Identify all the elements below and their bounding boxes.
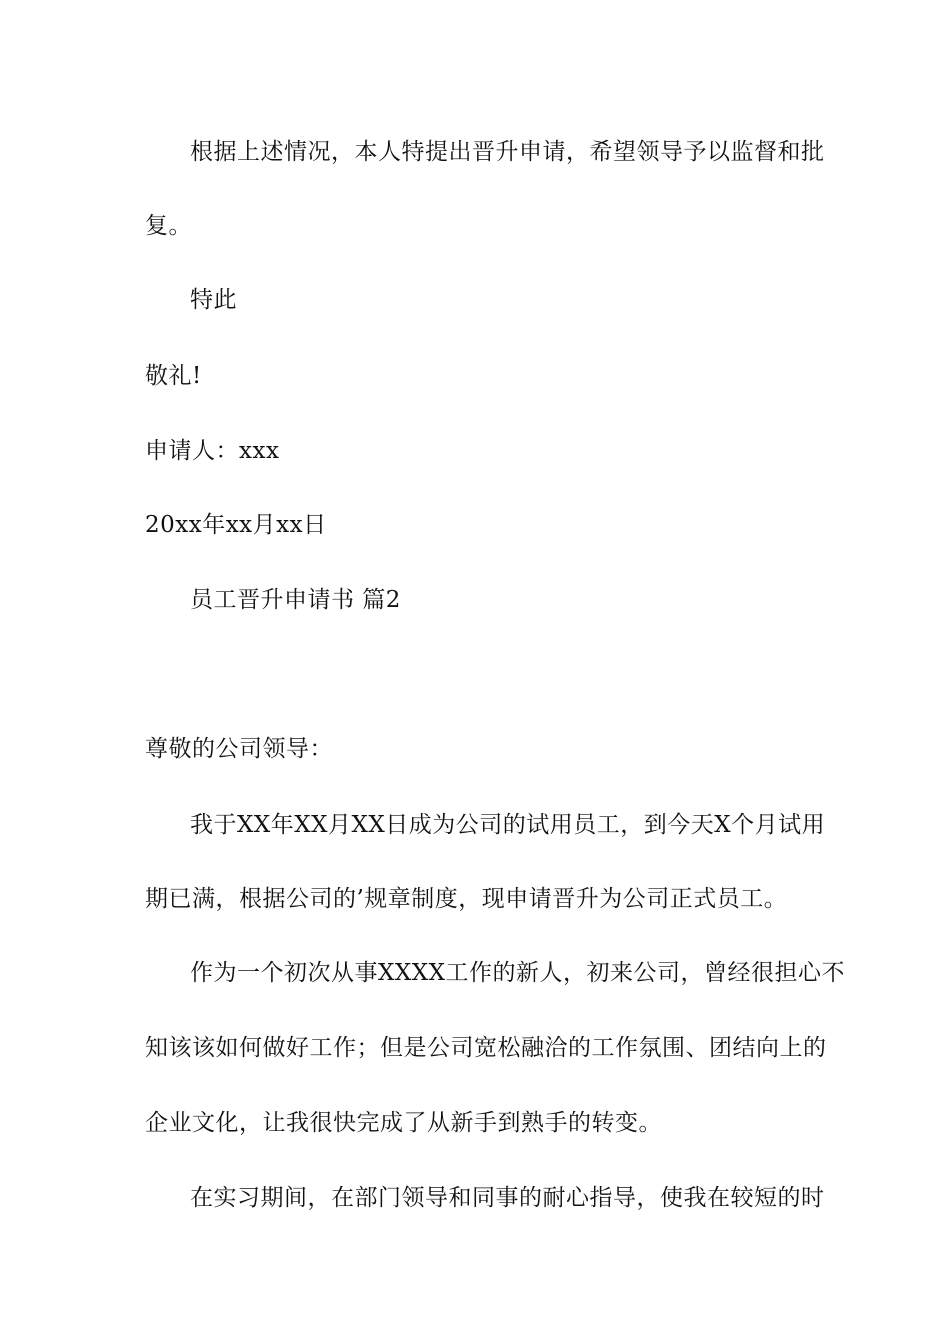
- paragraph-line: 知该该如何做好工作；但是公司宽松融洽的工作氛围、团结向上的: [145, 1035, 827, 1061]
- date-line: 20xx年xx月xx日: [145, 512, 327, 538]
- paragraph-line: 根据上述情况，本人特提出晋升申请，希望领导予以监督和批: [190, 139, 825, 165]
- paragraph-line: 复。: [145, 213, 192, 239]
- paragraph-line: 作为一个初次从事XXXX工作的新人，初来公司，曾经很担心不: [190, 960, 845, 986]
- paragraph-line: 企业文化，让我很快完成了从新手到熟手的转变。: [145, 1110, 662, 1136]
- applicant-signature: 申请人：xxx: [145, 438, 280, 464]
- paragraph-line: 我于XX年XX月XX日成为公司的试用员工，到今天X个月试用: [190, 812, 826, 838]
- greeting-line: 尊敬的公司领导：: [145, 736, 333, 762]
- paragraph-line: 期已满，根据公司的’规章制度，现申请晋升为公司正式员工。: [145, 886, 788, 912]
- paragraph-line: 在实习期间，在部门领导和同事的耐心指导，使我在较短的时: [190, 1185, 825, 1211]
- section-heading: 员工晋升申请书 篇2: [190, 587, 401, 613]
- closing-phrase: 特此: [190, 287, 237, 313]
- salutation: 敬礼!: [145, 363, 202, 389]
